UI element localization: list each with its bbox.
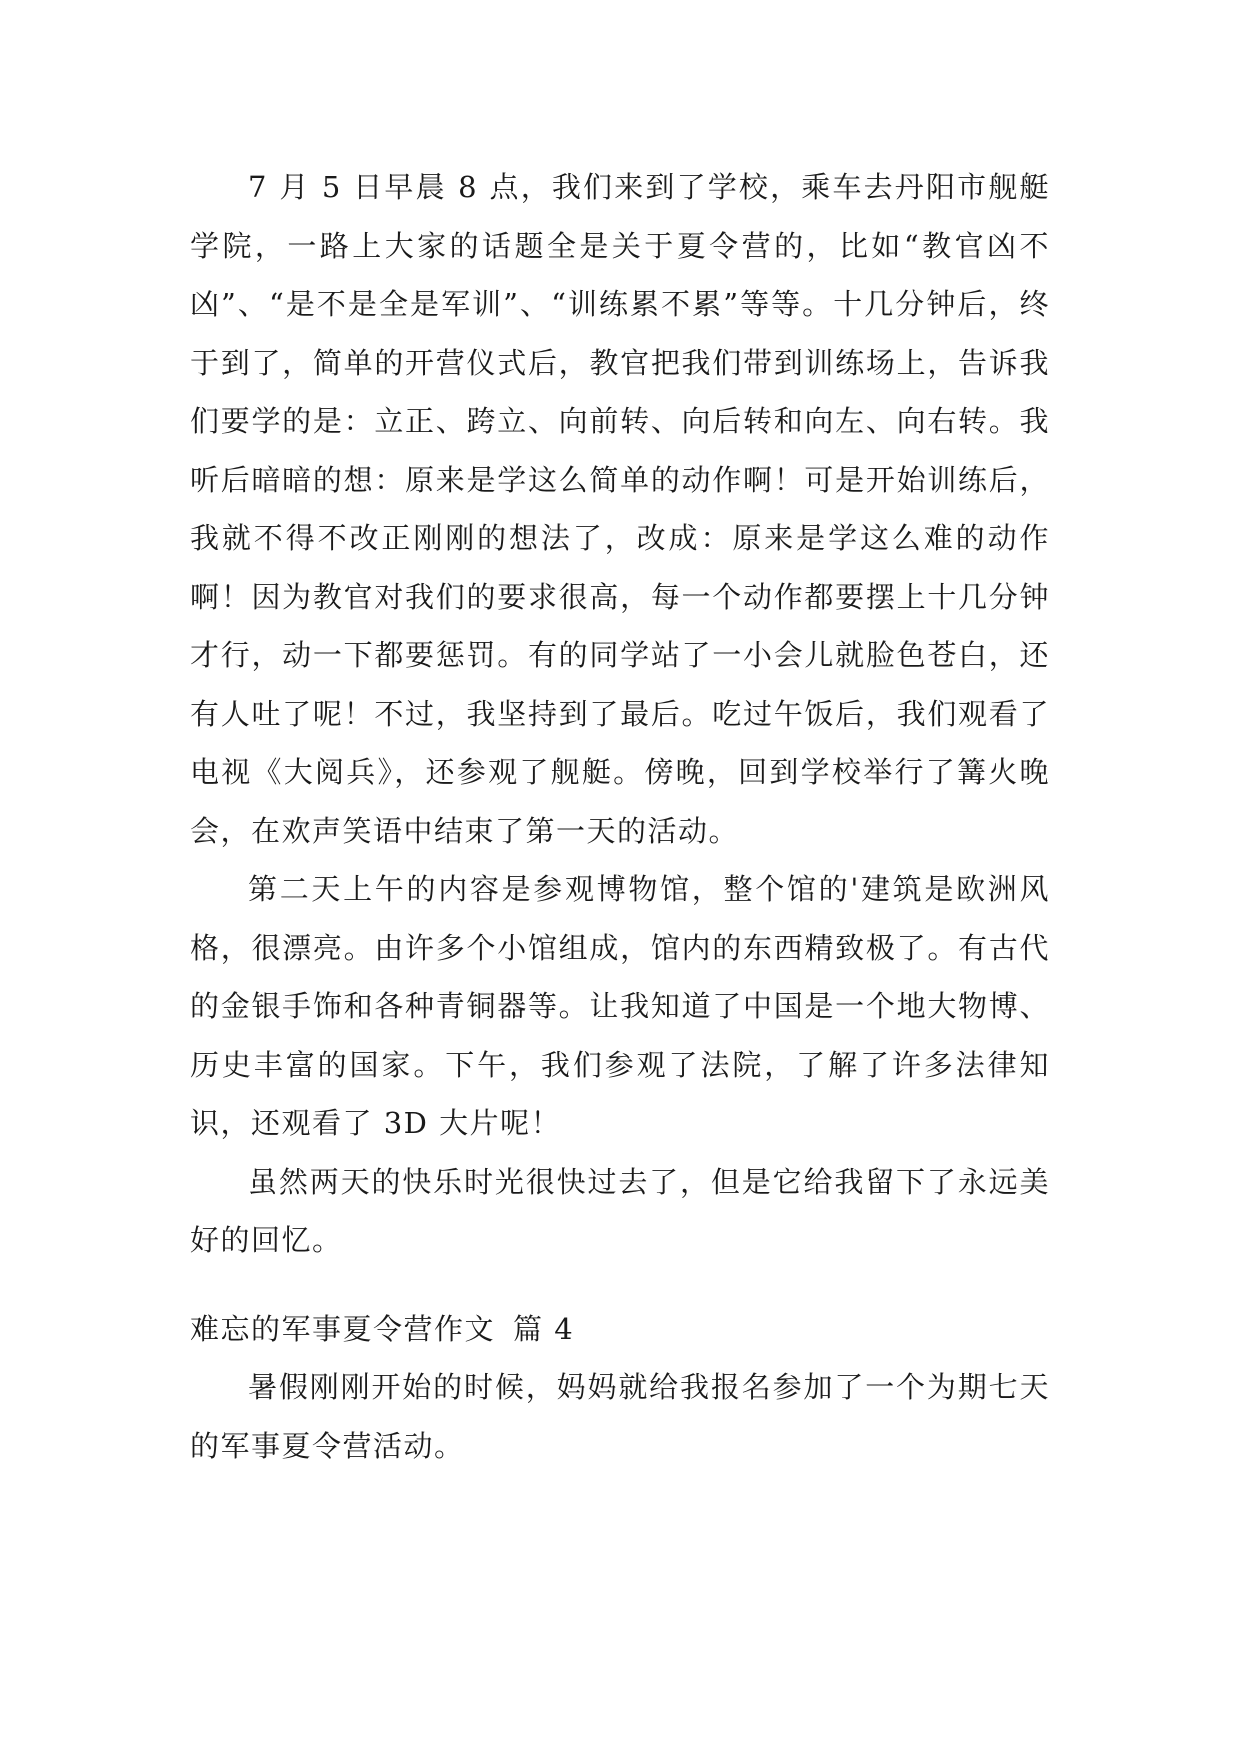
paragraph-day-one: 7 月 5 日早晨 8 点，我们来到了学校，乘车去丹阳市舰艇学院，一路上大家的话题全是关于夏令营的，比如“教官凶不凶”、“是不是全是军训”、“训练累不累”等等。十几分钟后，终于到了，简单的开营仪式后，教官把我们带到训练场上，告诉我们要学的是：立正、跨立、向前转、向后转和向左、向右转。我听后暗暗的想：原来是学这么简单的动作啊！可是开始训练后，我就不得不改正刚刚的想法了，改成：原来是学这么难的动作啊！因为教官对我们的要求很高，每一个动作都要摆上十几分钟才行，动一下都要惩罚。有的同学站了一小会儿就脸色苍白，还有人吐了呢！不过，我坚持到了最后。吃过午饭后，我们观看了电视《大阅兵》，还参观了舰艇。傍晚，回到学校举行了篝火晚会，在欢声笑语中结束了第一天的活动。 — [190, 170, 1050, 848]
paragraph-day-two: 第二天上午的内容是参观博物馆，整个馆的'建筑是欧洲风格，很漂亮。由许多个小馆组成，馆内的东西精致极了。有古代的金银手饰和各种青铜器等。让我知道了中国是一个地大物博、历史丰富的国家。下午，我们参观了法院，了解了许多法律知识，还观看了 3D 大片呢！ — [190, 872, 1050, 1140]
document-body — [190, 158, 1050, 1475]
section-heading — [190, 1300, 1050, 1359]
paragraph-summer-camp: 暑假刚刚开始的时候，妈妈就给我报名参加了一个为期七天的军事夏令营活动。 — [190, 1370, 1050, 1463]
section-title: 难忘的军事夏令营作文 — [190, 1311, 496, 1346]
paragraph-memory: 虽然两天的快乐时光很快过去了，但是它给我留下了永远美好的回忆。 — [190, 1164, 1050, 1257]
section-number: 篇 4 — [513, 1311, 575, 1346]
